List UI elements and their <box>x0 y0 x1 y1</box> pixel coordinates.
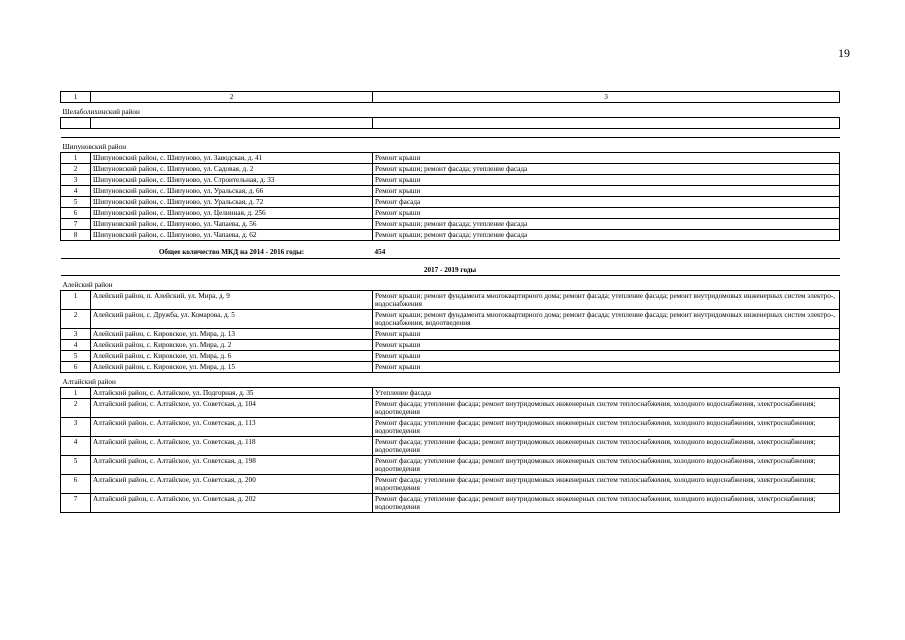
district-row <box>61 103 840 118</box>
table-row <box>61 175 840 186</box>
row-address: Алтайский район, с. Алтайское, ул. Советская, д. 200 <box>91 475 373 494</box>
row-address: Шипуновский район, с. Шипуново, ул. Чапаева, д. 62 <box>91 230 373 241</box>
district-name: Алтайский район <box>61 373 840 388</box>
blank-cell-2 <box>91 118 373 129</box>
row-number: 6 <box>61 208 91 219</box>
row-number: 1 <box>61 153 91 164</box>
header-col-2: 2 <box>91 92 373 103</box>
row-address: Алтайский район, с. Алтайское, ул. Советская, д. 104 <box>91 399 373 418</box>
total-row <box>61 241 840 259</box>
row-address: Шипуновский район, с. Шипуново, ул. Строительная, д. 33 <box>91 175 373 186</box>
row-work: Ремонт крыши; ремонт фундамента многоквартирного дома; ремонт фасада; утепление фасада; ремонт внутридомовых инженерных систем электро-, водоснабжения <box>373 291 840 310</box>
row-address: Алейский район, п. Алейский, ул. Мира, д. 9 <box>91 291 373 310</box>
row-number: 3 <box>61 175 91 186</box>
row-address: Шипуновский район, с. Шипуново, ул. Чапаева, д. 56 <box>91 219 373 230</box>
row-work: Ремонт крыши <box>373 208 840 219</box>
page-number: 19 <box>838 46 850 60</box>
table-row <box>61 197 840 208</box>
table-row <box>61 399 840 418</box>
total-empty <box>61 241 91 259</box>
row-number: 7 <box>61 494 91 513</box>
row-address: Алтайский район, с. Алтайское, ул. Подгорная, д. 35 <box>91 388 373 399</box>
row-address: Алтайский район, с. Алтайское, ул. Советская, д. 113 <box>91 418 373 437</box>
row-address: Алтайский район, с. Алтайское, ул. Советская, д. 198 <box>91 456 373 475</box>
district-row <box>61 373 840 388</box>
row-address: Алтайский район, с. Алтайское, ул. Советская, д. 118 <box>91 437 373 456</box>
table-row <box>61 310 840 329</box>
blank-cell-3 <box>373 118 840 129</box>
row-work: Ремонт крыши; ремонт фасада; утепление фасада <box>373 164 840 175</box>
row-address: Шипуновский район, с. Шипуново, ул. Уральская, д. 72 <box>91 197 373 208</box>
row-address: Шипуновский район, с. Шипуново, ул. Заводская, д. 41 <box>91 153 373 164</box>
row-address: Алейский район, с. Кировское, ул. Мира, д. 15 <box>91 362 373 373</box>
row-number: 6 <box>61 362 91 373</box>
row-work: Ремонт крыши; ремонт фасада; утепление фасада <box>373 219 840 230</box>
row-address: Шипуновский район, с. Шипуново, ул. Уральская, д. 66 <box>91 186 373 197</box>
table-row <box>61 219 840 230</box>
row-number: 4 <box>61 186 91 197</box>
district-row <box>61 138 840 153</box>
row-work: Ремонт крыши <box>373 340 840 351</box>
table-row <box>61 208 840 219</box>
row-work: Ремонт фасада <box>373 197 840 208</box>
row-number: 2 <box>61 164 91 175</box>
row-number: 3 <box>61 329 91 340</box>
table-row <box>61 230 840 241</box>
row-number: 1 <box>61 388 91 399</box>
spacer-row <box>61 129 840 138</box>
period-row <box>61 259 840 276</box>
row-work: Ремонт крыши <box>373 329 840 340</box>
district-name: Шипуновский район <box>61 138 840 153</box>
table-row <box>61 388 840 399</box>
table-row <box>61 362 840 373</box>
total-label: Общее количество МКД на 2014 - 2016 годы: <box>158 248 305 256</box>
row-work: Ремонт крыши <box>373 351 840 362</box>
row-number: 3 <box>61 418 91 437</box>
row-number: 8 <box>61 230 91 241</box>
row-work: Ремонт фасада; утепление фасада; ремонт внутридомовых инженерных систем теплоснабжения, холодного водоснабжения, электроснабжения; водоотведения <box>373 456 840 475</box>
row-number: 6 <box>61 475 91 494</box>
row-work: Ремонт фасада; утепление фасада; ремонт внутридомовых инженерных систем теплоснабжения, холодного водоснабжения, электроснабжения; водоотведения <box>373 494 840 513</box>
housing-repair-table <box>60 91 840 513</box>
row-work: Ремонт крыши <box>373 153 840 164</box>
row-work: Ремонт фасада; утепление фасада; ремонт внутридомовых инженерных систем теплоснабжения, холодного водоснабжения, электроснабжения; водоотведения <box>373 399 840 418</box>
row-number: 5 <box>61 456 91 475</box>
row-number: 4 <box>61 437 91 456</box>
row-work: Ремонт крыши <box>373 175 840 186</box>
table-row <box>61 475 840 494</box>
row-work: Ремонт фасада; утепление фасада; ремонт внутридомовых инженерных систем теплоснабжения, холодного водоснабжения, электроснабжения; водоотведения <box>373 437 840 456</box>
row-work: Ремонт фасада; утепление фасада; ремонт внутридомовых инженерных систем теплоснабжения, холодного водоснабжения, электроснабжения; водоотведения <box>373 475 840 494</box>
header-col-3: 3 <box>373 92 840 103</box>
table-row <box>61 418 840 437</box>
district-row <box>61 276 840 291</box>
row-address: Шипуновский район, с. Шипуново, ул. Целинная, д. 256 <box>91 208 373 219</box>
table-row <box>61 494 840 513</box>
row-work: Ремонт крыши; ремонт фасада; утепление фасада <box>373 230 840 241</box>
row-address: Алейский район, с. Дружба, ул. Комарова, д. 5 <box>91 310 373 329</box>
header-col-1: 1 <box>61 92 91 103</box>
table-row <box>61 291 840 310</box>
table-row <box>61 153 840 164</box>
row-number: 5 <box>61 197 91 208</box>
row-address: Алтайский район, с. Алтайское, ул. Советская, д. 202 <box>91 494 373 513</box>
row-address: Шипуновский район, с. Шипуново, ул. Садовая, д. 2 <box>91 164 373 175</box>
row-work: Ремонт фасада; утепление фасада; ремонт внутридомовых инженерных систем теплоснабжения, холодного водоснабжения, электроснабжения; водоотведения <box>373 418 840 437</box>
table-row <box>61 164 840 175</box>
table-row <box>61 456 840 475</box>
table-row <box>61 340 840 351</box>
row-address: Алейский район, с. Кировское, ул. Мира, д. 6 <box>91 351 373 362</box>
row-number: 1 <box>61 291 91 310</box>
row-number: 2 <box>61 399 91 418</box>
row-number: 5 <box>61 351 91 362</box>
row-number: 7 <box>61 219 91 230</box>
total-value: 454 <box>374 248 386 256</box>
table-row <box>61 351 840 362</box>
table-row <box>61 186 840 197</box>
blank-row <box>61 118 840 129</box>
row-address: Алейский район, с. Кировское, ул. Мира, д. 2 <box>91 340 373 351</box>
district-name: Шелаболихинский район <box>61 103 840 118</box>
row-work: Ремонт крыши <box>373 186 840 197</box>
district-name: Алейский район <box>61 276 840 291</box>
table-body <box>61 92 840 513</box>
row-number: 2 <box>61 310 91 329</box>
row-work: Ремонт крыши; ремонт фундамента многоквартирного дома; ремонт фасада; утепление фасада; ремонт внутридомовых инженерных систем электро-, водоснабжения, водоотведения <box>373 310 840 329</box>
spacer-cell <box>61 129 840 138</box>
blank-cell-1 <box>61 118 91 129</box>
table-row <box>61 329 840 340</box>
period-label: 2017 - 2019 годы <box>61 259 840 276</box>
row-work: Утепление фасада <box>373 388 840 399</box>
table-row <box>61 437 840 456</box>
row-work: Ремонт крыши <box>373 362 840 373</box>
row-address: Алейский район, с. Кировское, ул. Мира, д. 13 <box>91 329 373 340</box>
row-number: 4 <box>61 340 91 351</box>
header-row <box>61 92 840 103</box>
